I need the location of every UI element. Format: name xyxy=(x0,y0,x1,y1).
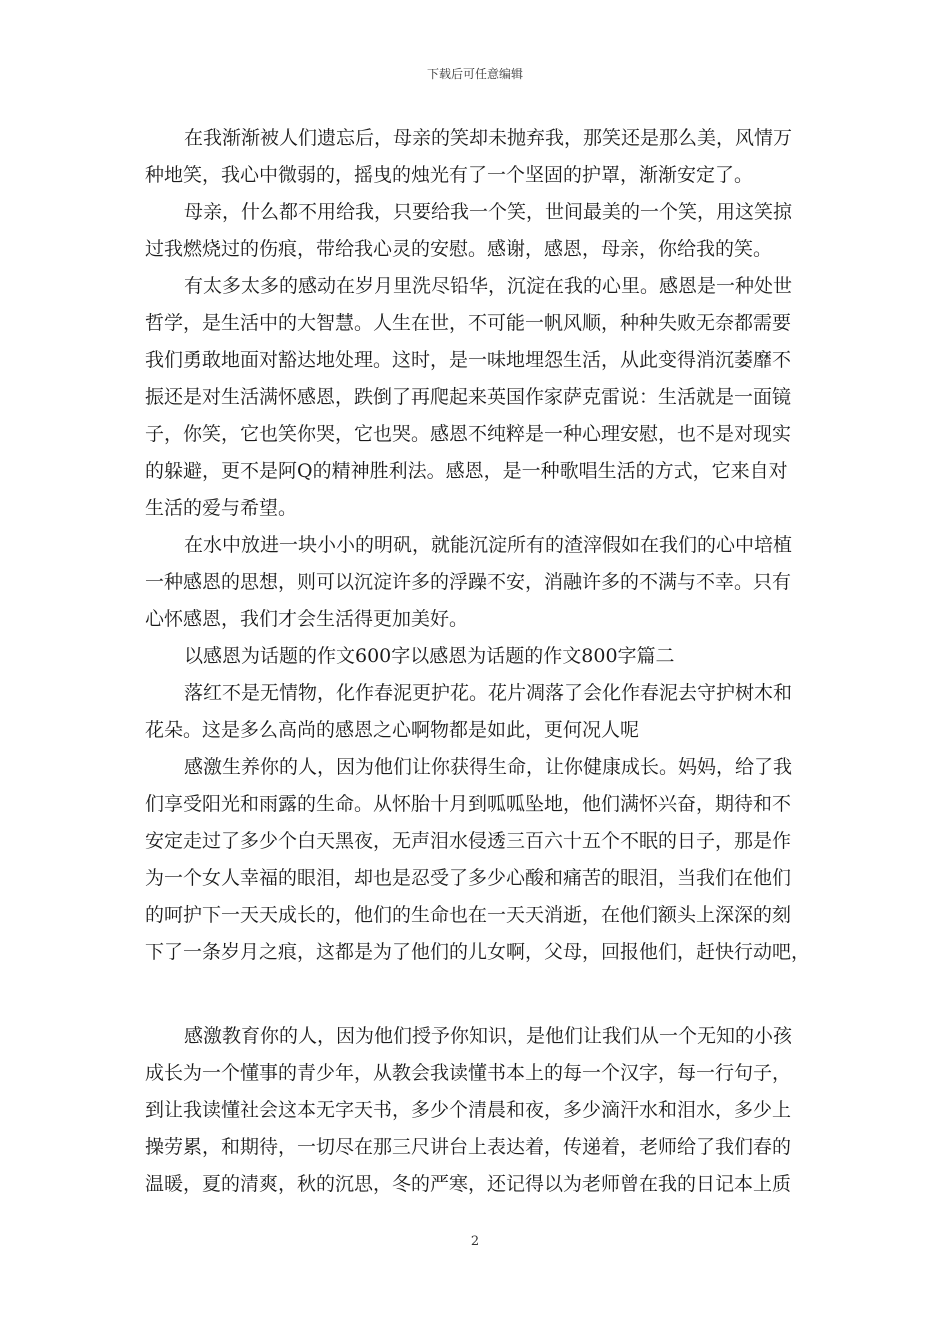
text-line: 下了一条岁月之痕，这都是为了他们的儿女啊，父母，回报他们，赶快行动吧， xyxy=(145,941,811,963)
text-line: 为一个女人幸福的眼泪，却也是忍受了多少心酸和痛苦的眼泪，当我们在他们 xyxy=(145,867,792,889)
paragraph-gap xyxy=(145,971,810,1018)
text-line: 子，你笑，它也笑你哭，它也哭。感恩不纯粹是一种心理安慰，也不是对现实 xyxy=(145,423,792,445)
text-line: 在水中放进一块小小的明矾，就能沉淀所有的渣滓假如在我们的心中培植 xyxy=(184,534,793,556)
text-block-a xyxy=(145,120,810,971)
document-body xyxy=(145,120,810,1203)
text-line: 的呵护下一天天成长的，他们的生命也在一天天消逝，在他们额头上深深的刻 xyxy=(145,904,792,926)
text-line: 到让我读懂社会这本无字天书，多少个清晨和夜，多少滴汗水和泪水，多少上 xyxy=(145,1099,792,1121)
text-line: 一种感恩的思想，则可以沉淀许多的浮躁不安，消融许多的不满与不幸。只有 xyxy=(145,571,792,593)
text-line: 落红不是无情物，化作春泥更护花。花片凋落了会化作春泥去守护树木和 xyxy=(184,682,793,704)
text-line: 有太多太多的感动在岁月里洗尽铅华，沉淀在我的心里。感恩是一种处世 xyxy=(184,275,793,297)
text-line: 感激教育你的人，因为他们授予你知识，是他们让我们从一个无知的小孩 xyxy=(184,1025,793,1047)
text-line: 温暖，夏的清爽，秋的沉思，冬的严寒，还记得以为老师曾在我的日记本上质 xyxy=(145,1173,792,1195)
text-line: 操劳累，和期待，一切尽在那三尺讲台上表达着，传递着，老师给了我们春的 xyxy=(145,1136,792,1158)
text-line: 安定走过了多少个白天黑夜，无声泪水侵透三百六十五个不眠的日子，那是作 xyxy=(145,830,792,852)
page-header: 下载后可任意编辑 xyxy=(426,67,523,81)
text-line: 成长为一个懂事的青少年，从教会我读懂书本上的每一个汉字，每一行句子， xyxy=(145,1062,792,1084)
text-line: 感激生养你的人，因为他们让你获得生命，让你健康成长。妈妈，给了我 xyxy=(184,756,793,778)
text-line: 我们勇敢地面对豁达地处理。这时，是一味地埋怨生活，从此变得消沉萎靡不 xyxy=(145,349,792,371)
text-line: 种地笑，我心中微弱的，摇曳的烛光有了一个坚固的护罩，渐渐安定了。 xyxy=(145,164,754,186)
text-line: 以感恩为话题的作文600字以感恩为话题的作文800字篇二 xyxy=(184,645,675,667)
text-line: 的躲避，更不是阿Q的精神胜利法。感恩，是一种歌唱生活的方式，它来自对 xyxy=(145,460,788,482)
text-line: 们享受阳光和雨露的生命。从怀胎十月到呱呱坠地，他们满怀兴奋，期待和不 xyxy=(145,793,792,815)
text-line: 花朵。这是多么高尚的感恩之心啊物都是如此，更何况人呢 xyxy=(145,719,640,741)
text-line: 振还是对生活满怀感恩，跌倒了再爬起来英国作家萨克雷说：生活就是一面镜 xyxy=(145,386,792,408)
text-block-b xyxy=(145,1018,810,1203)
text-line: 生活的爱与希望。 xyxy=(145,497,298,519)
text-line: 心怀感恩，我们才会生活得更加美好。 xyxy=(145,608,469,630)
text-line: 母亲，什么都不用给我，只要给我一个笑，世间最美的一个笑，用这笑掠 xyxy=(184,201,793,223)
page-number: 2 xyxy=(470,1234,480,1249)
text-line: 在我渐渐被人们遗忘后，母亲的笑却未抛弃我，那笑还是那么美，风情万 xyxy=(184,127,793,149)
text-line: 哲学，是生活中的大智慧。人生在世，不可能一帆风顺，种种失败无奈都需要 xyxy=(145,312,792,334)
text-line: 过我燃烧过的伤痕，带给我心灵的安慰。感谢，感恩，母亲，你给我的笑。 xyxy=(145,238,773,260)
